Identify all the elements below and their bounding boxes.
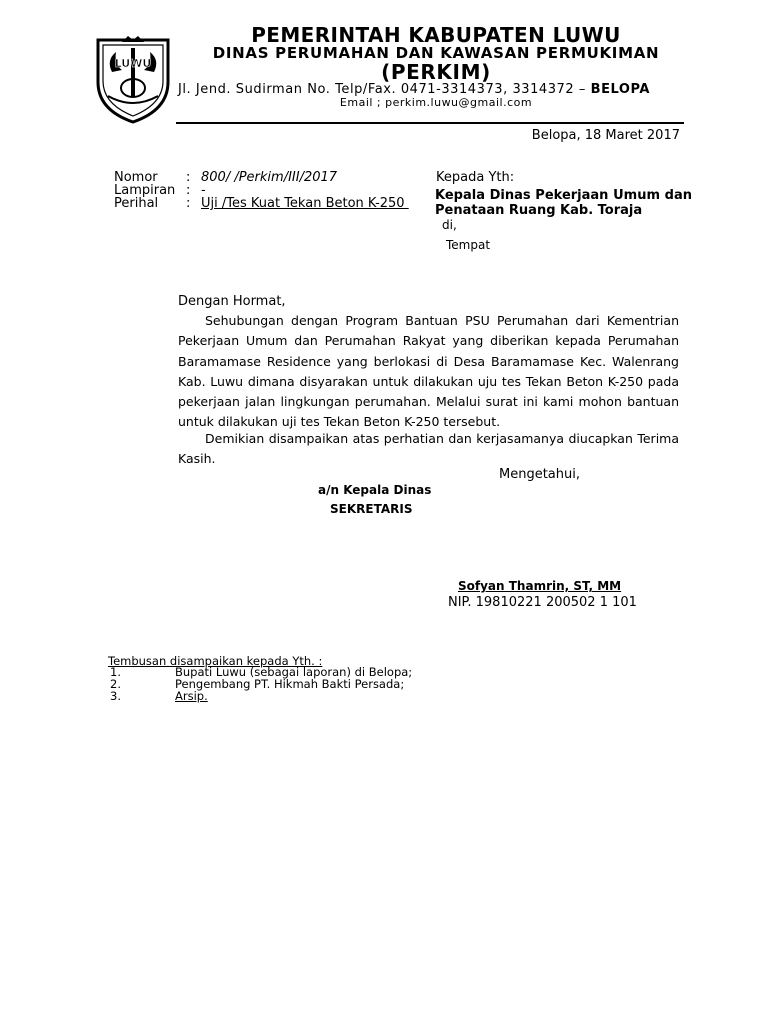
department-name: DINAS PERUMAHAN DAN KAWASAN PERMUKIMAN (212, 44, 660, 62)
copies-heading: Tembusan disampaikan kepada Yth. : (108, 654, 323, 668)
recipient-name: Kepala Dinas Pekerjaan Umum dan Penataan Ruang Kab. Toraja (435, 188, 692, 218)
recipient-di: di, (442, 218, 457, 232)
copy-recipient: Pengembang PT. Hikmah Bakti Persada; (175, 677, 405, 691)
letter-date: Belopa, 18 Maret 2017 (531, 128, 680, 143)
recipient-place: Tempat (446, 238, 491, 252)
on-behalf-label: a/n Kepala Dinas (318, 483, 432, 497)
body-paragraph-1: Sehubungan dengan Program Bantuan PSU Perumahan dari Kementrian Pekerjaan Umum dan Perumahan Rakyat yang diberikan kepada Perumahan Baramamase Residence yang berlokasi di Desa Baramamase Kec. Walenrang Kab. Luwu dimana disyarakan untuk dilakukan uju tes Tekan Beton K-250 pada pekerjaan jalan lingkungan perumahan. Melalui surat ini kami mohon bantuan untuk dilakukan uji tes Tekan Beton K-250 tersebut. (178, 313, 679, 430)
meta-colon: : (186, 170, 191, 185)
luwu-regency-logo-icon (92, 34, 174, 124)
meta-value-lampiran: - (201, 183, 206, 198)
agency-name: PEMERINTAH KABUPATEN LUWU (251, 23, 621, 47)
address-city: BELOPA (590, 82, 650, 97)
salutation: Dengan Hormat, (178, 294, 286, 309)
meta-label-perihal: Perihal (114, 196, 159, 211)
address-text: Jl. Jend. Sudirman No. Telp/Fax. 0471-3314373, 3314372 – (178, 82, 591, 97)
copy-recipient: Arsip. (175, 689, 208, 703)
meta-value-perihal: Uji /Tes Kuat Tekan Beton K-250 (201, 196, 409, 211)
meta-colon: : (186, 196, 191, 211)
meta-label-lampiran: Lampiran (114, 183, 176, 198)
department-acronym: (PERKIM) (381, 60, 491, 84)
copy-number: 2. (110, 677, 121, 691)
signatory-name: Sofyan Thamrin, ST, MM (458, 579, 622, 593)
body-paragraph-2: Demikian disampaikan atas perhatian dan kerjasamanya diucapkan Terima Kasih. (178, 431, 679, 467)
svg-text:LUWU: LUWU (114, 57, 152, 70)
meta-value-nomor: 800/ /Perkim/III/2017 (201, 170, 338, 185)
office-address (178, 82, 650, 97)
copy-number: 1. (110, 665, 121, 679)
copy-number: 3. (110, 689, 121, 703)
acknowledged-label: Mengetahui, (499, 467, 580, 482)
recipient-heading: Kepada Yth: (436, 170, 515, 185)
signatory-position: SEKRETARIS (330, 502, 413, 516)
signatory-nip: NIP. 19810221 200502 1 101 (448, 595, 637, 610)
meta-colon: : (186, 183, 191, 198)
meta-label-nomor: Nomor (114, 170, 158, 185)
office-email: Email ; perkim.luwu@gmail.com (339, 96, 533, 109)
letterhead-divider (176, 122, 684, 124)
copy-recipient: Bupati Luwu (sebagai laporan) di Belopa; (175, 665, 413, 679)
